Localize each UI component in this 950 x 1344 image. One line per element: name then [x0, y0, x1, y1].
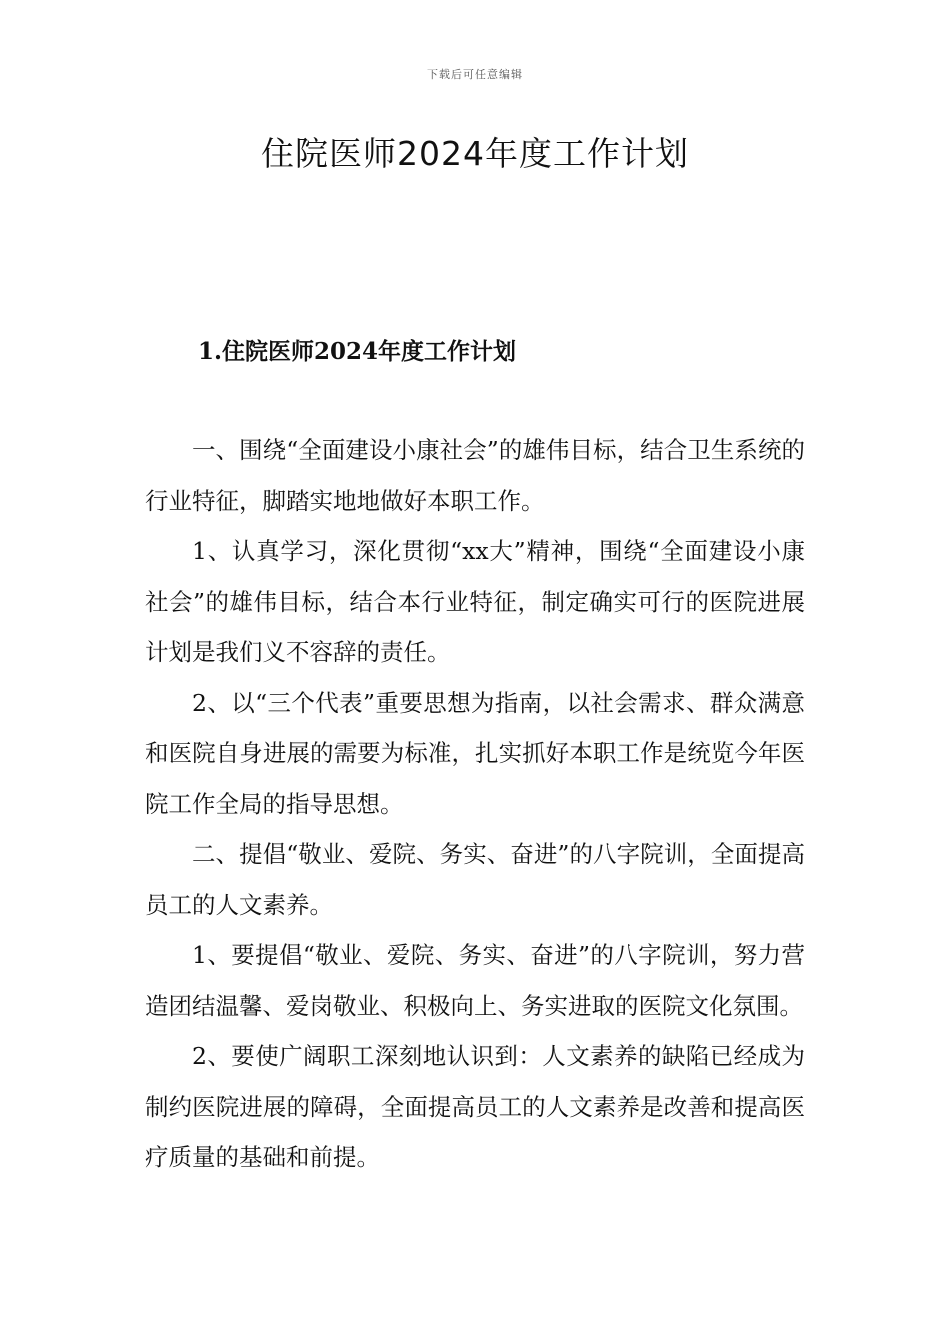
header-note: 下载后可任意编辑 — [427, 68, 523, 81]
paragraph-study: 1、认真学习，深化贯彻“xx大”精神，围绕“全面建设小康社会”的雄伟目标，结合本行业特征，制定确实可行的医院进展计划是我们义不容辞的责任。 — [145, 537, 805, 666]
paragraph-culture: 1、要提倡“敬业、爱院、务实、奋进”的八字院训，努力营造团结温馨、爱岗敬业、积极向上、务实进取的医院文化氛围。 — [145, 941, 805, 1020]
section-heading: 1.住院医师2024年度工作计划 — [198, 338, 517, 365]
paragraph-guidance: 2、以“三个代表”重要思想为指南，以社会需求、群众满意和医院自身进展的需要为标准，扎实抓好本职工作是统览今年医院工作全局的指导思想。 — [145, 688, 805, 818]
document-body — [145, 425, 805, 1183]
document-title: 住院医师2024年度工作计划 — [261, 134, 689, 173]
paragraph-goal: 一、围绕“全面建设小康社会”的雄伟目标，结合卫生系统的行业特征，脚踏实地地做好本职工作。 — [145, 436, 805, 515]
paragraph-motto: 二、提倡“敬业、爱院、务实、奋进”的八字院训，全面提高员工的人文素养。 — [145, 840, 805, 919]
paragraph-humanities: 2、要使广阔职工深刻地认识到：人文素养的缺陷已经成为制约医院进展的障碍，全面提高员工的人文素养是改善和提高医疗质量的基础和前提。 — [145, 1042, 805, 1171]
